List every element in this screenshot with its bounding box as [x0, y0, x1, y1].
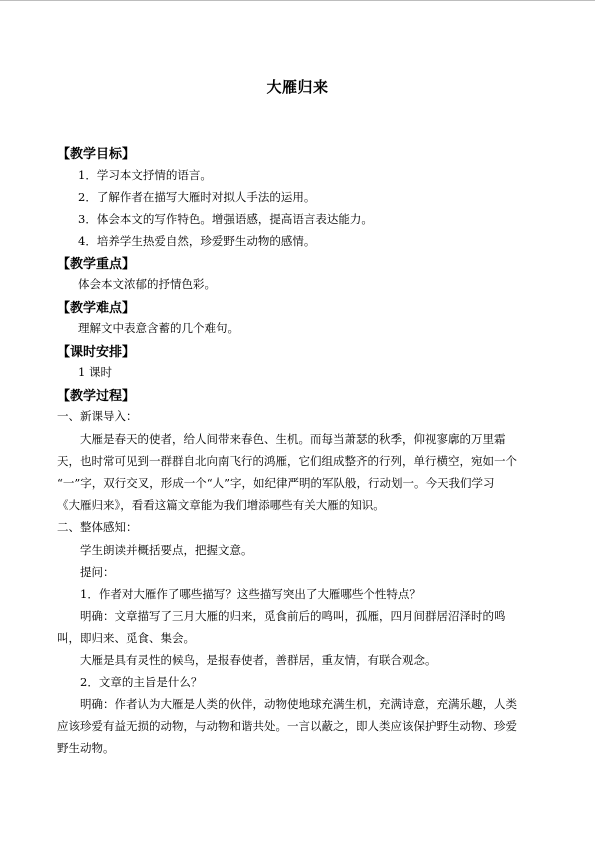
- goal-item: 1．学习本文抒情的语言。: [78, 168, 212, 182]
- heading-teaching-process: 【教学过程】: [57, 389, 136, 404]
- question-text: 1．作者对大雁作了哪些描写？这些描写突出了大雁哪些个性特点？: [80, 587, 421, 601]
- step-title: 一、新课导入：: [57, 409, 138, 423]
- schedule-text: 1 课时: [78, 365, 112, 379]
- goal-item: 4．培养学生热爱自然，珍爱野生动物的感情。: [78, 234, 316, 248]
- question-label: 提问：: [80, 565, 115, 579]
- focus-text: 体会本文浓郁的抒情色彩。: [78, 277, 216, 291]
- answer-line: 叫，即归来、觅食、集会。: [57, 631, 195, 645]
- heading-schedule: 【课时安排】: [57, 345, 136, 360]
- goal-item: 3．体会本文的写作特色。增强语感，提高语言表达能力。: [78, 212, 373, 226]
- answer-line: 明确：作者认为大雁是人类的伙伴，动物使地球充满生机，充满诗意，充满乐趣，人类: [80, 697, 517, 711]
- goal-item: 2．了解作者在描写大雁时对拟人手法的运用。: [78, 190, 316, 204]
- answer-line: 应该珍爱有益无损的动物，与动物和谐共处。一言以蔽之，即人类应该保护野生动物、珍爱: [57, 719, 517, 733]
- heading-teaching-difficulty: 【教学难点】: [57, 301, 136, 316]
- answer-summary: 大雁是具有灵性的候鸟，是报春使者，善群居，重友情，有联合观念。: [80, 653, 437, 667]
- question-text: 2．文章的主旨是什么？: [80, 675, 203, 689]
- paragraph-line: 大雁是春天的使者，给人间带来春色、生机。而每当萧瑟的秋季，仰视寥廓的万里霜: [80, 432, 506, 446]
- answer-line: 野生动物。: [57, 741, 115, 755]
- page-title: 大雁归来: [266, 78, 329, 96]
- paragraph-line: “一”字，双行交叉，形成一个“人”字，如纪律严明的军队般，行动划一。今天我们学习: [57, 476, 495, 490]
- step-title: 二、整体感知：: [57, 520, 138, 534]
- answer-line: 明确：文章描写了三月大雁的归来，觅食前后的鸣叫，孤雁，四月间群居沼泽时的鸣: [80, 609, 506, 623]
- difficulty-text: 理解文中表意含蓄的几个难句。: [78, 321, 239, 335]
- heading-teaching-focus: 【教学重点】: [57, 257, 136, 272]
- paragraph-line: 《大雁归来》，看看这篇文章能为我们增添哪些有关大雁的知识。: [57, 498, 385, 512]
- paragraph-line: 天，也时常可见到一群群自北向南飞行的鸿雁，它们组成整齐的行列，单行横空，宛如一个: [57, 454, 517, 468]
- heading-teaching-goals: 【教学目标】: [57, 147, 136, 162]
- paragraph-line: 学生朗读并概括要点，把握文意。: [80, 543, 253, 557]
